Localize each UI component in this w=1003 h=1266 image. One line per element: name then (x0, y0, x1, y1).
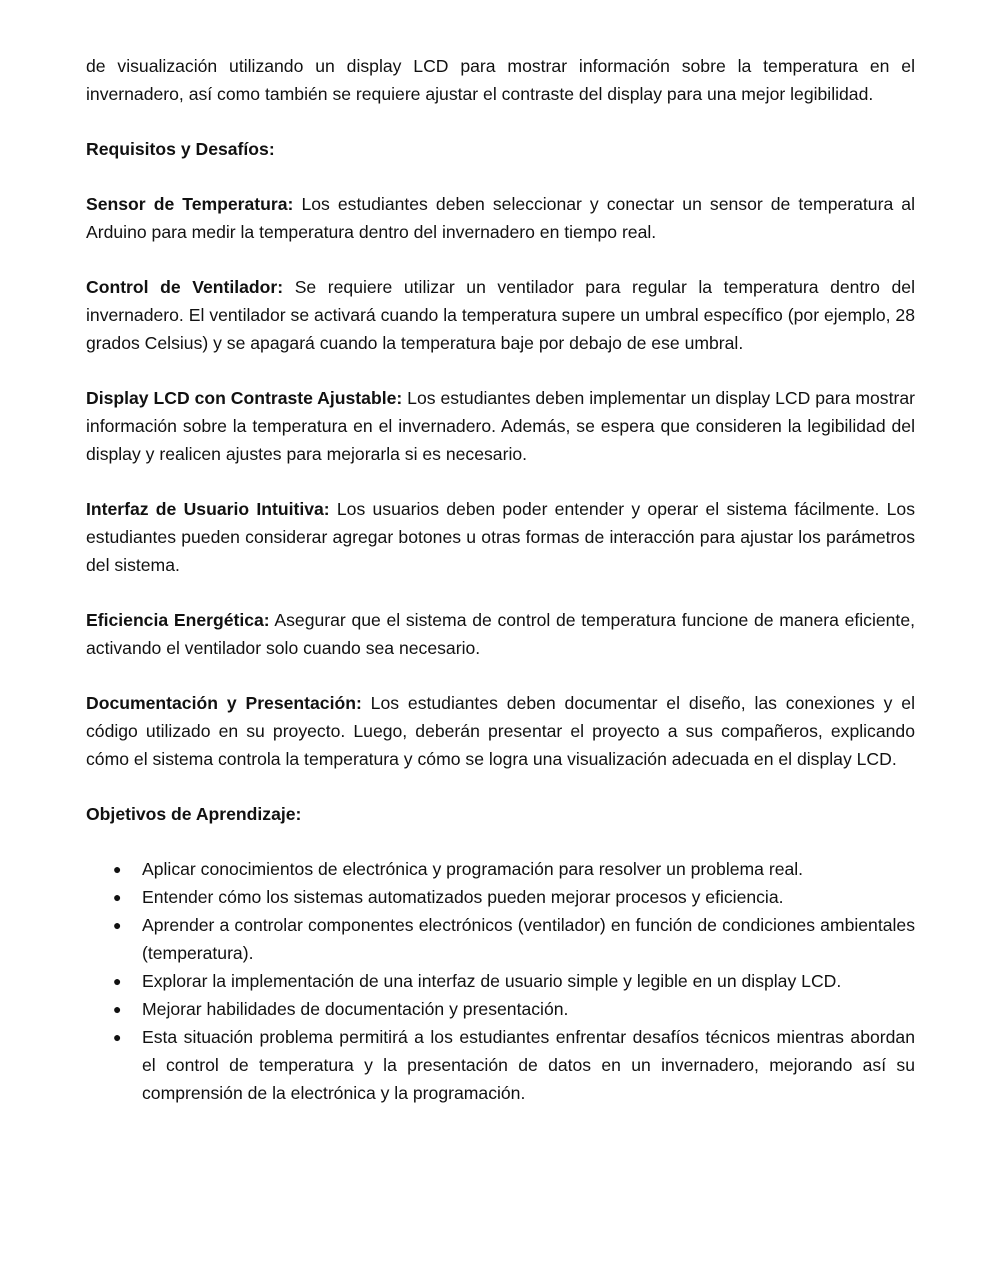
list-item (86, 911, 915, 967)
requirement-paragraph (86, 273, 915, 357)
requirement-paragraph (86, 190, 915, 246)
bullet-icon: ● (113, 917, 122, 933)
objective-text: Aplicar conocimientos de electrónica y programación para resolver un problema real. (142, 859, 804, 879)
bullet-icon: ● (113, 861, 122, 877)
objective-text: Mejorar habilidades de documentación y presentación. (142, 999, 569, 1019)
list-item (86, 855, 915, 883)
requirement-paragraph (86, 495, 915, 579)
requirement-text: Los estudiantes deben documentar el diseño, las conexiones y el código utilizado en su proyecto. Luego, deberán presentar el proyecto a sus compañeros, explicando cómo el sistema controla la temperatura y cómo se logra una visualización adecuada en el display LCD. (86, 693, 915, 769)
bullet-icon: ● (113, 1029, 122, 1045)
requirement-paragraph (86, 689, 915, 773)
intro-paragraph: de visualización utilizando un display LCD para mostrar información sobre la temperatura en el invernadero, así como también se requiere ajustar el contraste del display para una mejor legibilidad. (86, 56, 915, 104)
requirement-title: Control de Ventilador: (86, 277, 284, 297)
list-item (86, 995, 915, 1023)
objectives-list (86, 855, 915, 1107)
bullet-icon: ● (113, 889, 122, 905)
requirement-text: Los estudiantes deben implementar un display LCD para mostrar información sobre la temperatura en el invernadero. Además, se espera que consideren la legibilidad del display y realicen ajustes para mejorarla si es necesario. (86, 388, 915, 464)
requirement-text: Asegurar que el sistema de control de temperatura funcione de manera eficiente, activando el ventilador solo cuando sea necesario. (86, 610, 915, 658)
requirement-title: Documentación y Presentación: (86, 693, 362, 713)
bullet-icon: ● (113, 973, 122, 989)
requirement-paragraph (86, 606, 915, 662)
requirement-text: Los usuarios deben poder entender y operar el sistema fácilmente. Los estudiantes pueden considerar agregar botones u otras formas de interacción para ajustar los parámetros del sistema. (86, 499, 916, 575)
requirement-title: Display LCD con Contraste Ajustable: (86, 388, 403, 408)
objective-text: Aprender a controlar componentes electrónicos (ventilador) en función de condiciones ambientales (temperatura). (142, 915, 915, 963)
list-item (86, 967, 915, 995)
requirement-text: Los estudiantes deben seleccionar y conectar un sensor de temperatura al Arduino para medir la temperatura dentro del invernadero en tiempo real. (86, 194, 915, 242)
requirement-title: Sensor de Temperatura: (86, 194, 294, 214)
requirement-title: Interfaz de Usuario Intuitiva: (86, 499, 330, 519)
objective-text: Explorar la implementación de una interfaz de usuario simple y legible en un display LCD. (142, 971, 842, 991)
requirements-heading: Requisitos y Desafíos: (86, 139, 275, 159)
document-page (86, 52, 915, 1107)
requirement-title: Eficiencia Energética: (86, 610, 270, 630)
bullet-icon: ● (113, 1001, 122, 1017)
list-item (86, 883, 915, 911)
objectives-heading: Objetivos de Aprendizaje: (86, 804, 302, 824)
requirement-paragraph (86, 384, 915, 468)
requirement-text: Se requiere utilizar un ventilador para regular la temperatura dentro del invernadero. El ventilador se activará cuando la temperatura supere un umbral específico (por ejemplo, 28 grados Celsius) y se apagará cuando la temperatura baje por debajo de ese umbral. (86, 277, 915, 353)
objective-text: Entender cómo los sistemas automatizados pueden mejorar procesos y eficiencia. (142, 887, 784, 907)
list-item (86, 1023, 915, 1107)
objective-text: Esta situación problema permitirá a los estudiantes enfrentar desafíos técnicos mientras abordan el control de temperatura y la presentación de datos en un invernadero, mejorando así su comprensión de la electrónica y la programación. (142, 1027, 915, 1103)
